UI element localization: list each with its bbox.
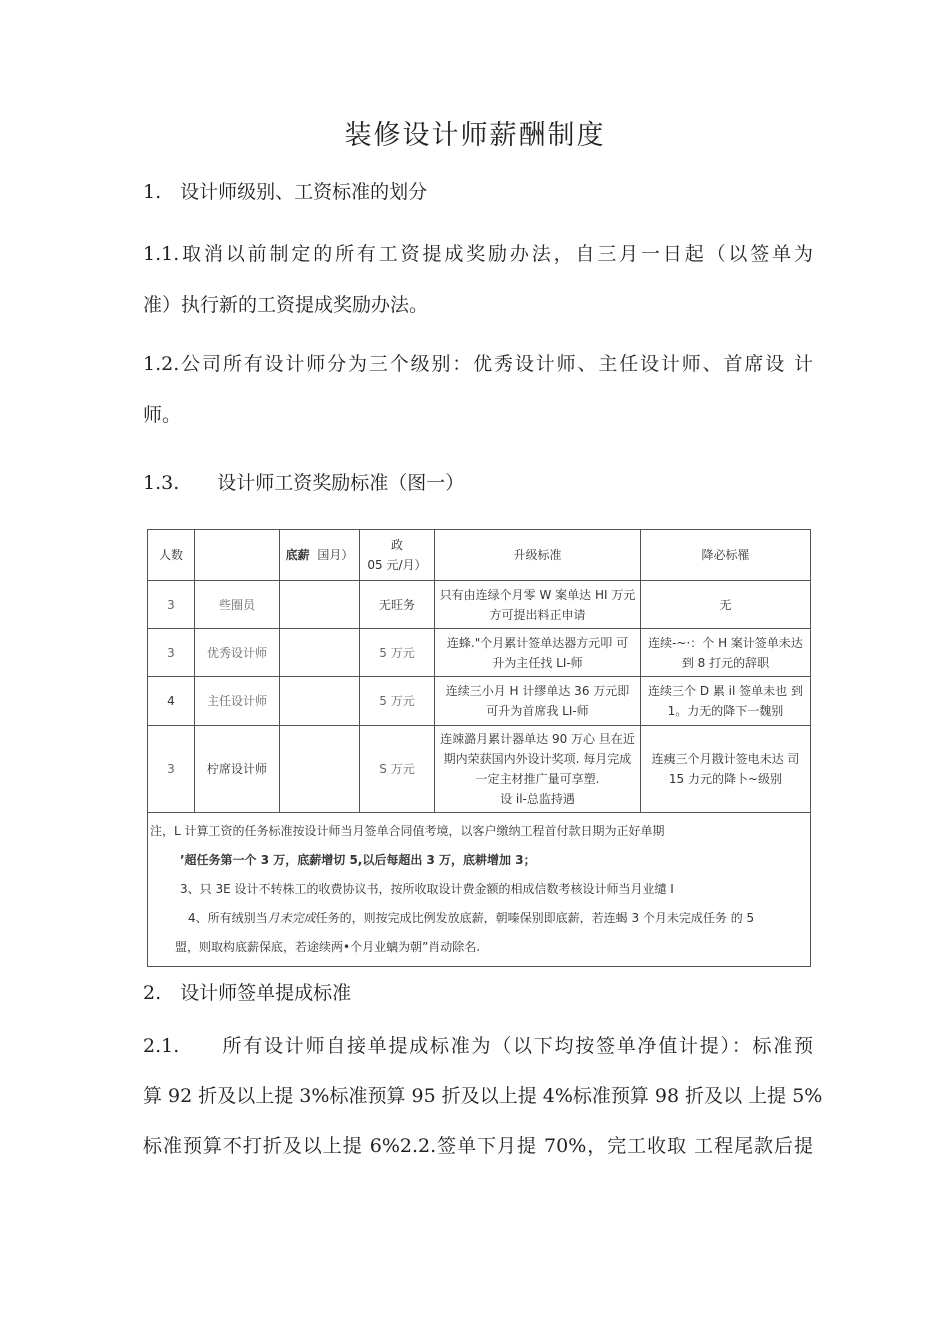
row-target: 无旺务 (360, 581, 435, 629)
paragraph-2-1-line-2: 算 92 折及以上提 3%标准预算 95 折及以上提 4%标准预算 98 折及以 上提 5% (143, 1085, 823, 1107)
page-title: 装修设计师薪酬制度 (344, 120, 606, 151)
header-level (195, 530, 280, 581)
paragraph-2-1-line-1: 2.1. 所有设计师自接单提成标准为（以下均按签单净值计提）：标准预 (143, 1035, 813, 1057)
row-level: 优秀设计师 (195, 629, 280, 677)
header-target (360, 530, 435, 581)
row-upgrade-line-2: 方可提出料正申请 (489, 607, 586, 622)
paragraph-1-2-line-2: 师。 (143, 404, 182, 426)
header-upgrade: 升级标准 (435, 530, 641, 581)
row-upgrade-line-2: 升为主任找 LI-师 (492, 655, 583, 670)
row-downgrade-line-1: 无 (719, 597, 732, 612)
note-5: 盟，则取构底薪保底，若途续两•个月业螭为朝”肖动除名. (175, 940, 481, 954)
table-row (148, 726, 811, 813)
row-downgrade-line-1: 连续三个 D 累 il 签单未也 到 (648, 684, 803, 698)
row-downgrade-line-1: 连续-~·：个 H 案计签单未达 (648, 635, 803, 650)
row-upgrade-line-3: 一定主材推广量可享塑. (475, 772, 600, 786)
row-level: 些圈员 (195, 581, 280, 629)
row-base (280, 677, 360, 726)
row-upgrade-line-1: 连续三小月 H 计缪单达 36 万元即 (445, 684, 630, 698)
row-upgrade (435, 629, 641, 677)
row-target: 5 万元 (360, 677, 435, 726)
paragraph-1-1-line-1: 1.1.取消以前制定的所有工资提成奖励办法，自三月一日起（以签单为 (143, 243, 813, 265)
salary-standard-table (147, 529, 811, 967)
table-row (148, 581, 811, 629)
row-downgrade (641, 726, 811, 813)
paragraph-1-2-line-1: 1.2.公司所有设计师分为三个级别：优秀设计师、主任设计师、首席设 计 (143, 353, 813, 375)
note-2: ’超任务第一个 3 万，底薪增切 5,以后每超出 3 万，底耕增加 3； (180, 853, 536, 867)
row-downgrade-line-2: 到 8 打元的辞职 (681, 655, 770, 670)
row-level: 主任设计师 (195, 677, 280, 726)
row-downgrade-line-1: 连痍三个月戡计签电未达 司 (651, 752, 800, 766)
row-upgrade-line-1: 只有由连绿个月零 W 案单达 HI 万元 (439, 587, 636, 602)
row-level: 柠席设计师 (195, 726, 280, 813)
row-count: 3 (148, 581, 195, 629)
note-4-rest: 任务的，则按完成比例发放底薪，朝嗪保别即底薪，若连蝎 3 个月未完成任务 的 5 (315, 911, 755, 925)
row-upgrade-line-1: 连蜂."个月累计签单达器方元叩 可 (446, 635, 629, 650)
header-downgrade: 降必标罹 (641, 530, 811, 581)
table-header-row (148, 530, 811, 581)
row-downgrade (641, 629, 811, 677)
row-upgrade-line-1: 连竦潞月累计器单达 90 万心 旦在近 (440, 732, 635, 746)
table-row (148, 677, 811, 726)
paragraph-2-1-line-3: 标准预算不打折及以上提 6%2.2.签单下月提 70%，完工收取 工程尾款后提 (143, 1135, 813, 1157)
header-count: 人数 (148, 530, 195, 581)
row-target: 5 万元 (360, 629, 435, 677)
row-base (280, 581, 360, 629)
note-4 (150, 904, 808, 933)
note-3: 3、只 3E 设计不转株工的收费协议书，按所收取设计费金额的相成信数考核设计师当月业缱 I (180, 882, 674, 896)
row-count: 4 (148, 677, 195, 726)
row-base (280, 629, 360, 677)
row-downgrade-line-2: 15 力元的降卜~级别 (668, 772, 783, 786)
table-row (148, 629, 811, 677)
row-target: S 万元 (360, 726, 435, 813)
table-notes-row (148, 813, 811, 967)
paragraph-1-3-heading: 1.3. 设计师工资奖励标准（图一） (143, 472, 465, 494)
section-2-heading: 2. 设计师签单提成标准 (143, 982, 352, 1004)
row-base (280, 726, 360, 813)
row-count: 3 (148, 629, 195, 677)
note-4-start: 4、所有绒别当 (188, 911, 268, 925)
table-notes (148, 813, 811, 967)
header-target-line-1: 政 (390, 538, 403, 552)
row-downgrade (641, 581, 811, 629)
section-1-heading: 1. 设计师级别、工资标准的划分 (143, 181, 428, 203)
row-upgrade (435, 677, 641, 726)
row-upgrade (435, 581, 641, 629)
row-upgrade (435, 726, 641, 813)
row-count: 3 (148, 726, 195, 813)
row-downgrade (641, 677, 811, 726)
row-upgrade-line-2: 可升为首席我 LI-师 (486, 704, 589, 718)
row-upgrade-line-4: 设 il-总监持遇 (500, 792, 575, 806)
header-base-unit: 国月） (317, 548, 354, 562)
row-downgrade-line-2: 1。力无的降下一魏别 (667, 704, 784, 718)
note-4-emphasis: 月未完成 (267, 911, 316, 925)
header-target-line-2: 05 元/月） (367, 558, 427, 572)
note-1: 注，L 计算工资的任务标准按设计师当月签单合同值考境，以客户缴纳工程首付款日期为正好单期 (150, 824, 665, 838)
header-base-label: 底薪 (285, 548, 310, 562)
header-base-salary (280, 530, 360, 581)
row-upgrade-line-2: 期内荣获国内外设计奖项. 每月完成 (443, 752, 632, 766)
paragraph-1-1-line-2: 准）执行新的工资提成奖励办法。 (143, 294, 429, 316)
